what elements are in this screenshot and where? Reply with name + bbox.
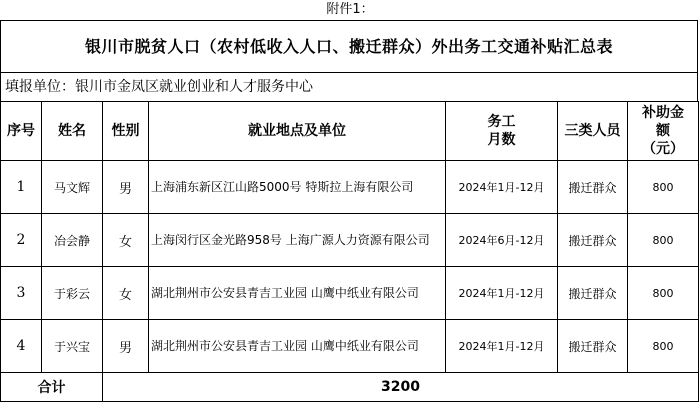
row-months: 2024年1月-12月 (446, 267, 558, 320)
row-amount: 800 (628, 267, 699, 320)
total-value: 3200 (103, 373, 699, 402)
row-amount: 800 (628, 320, 699, 373)
title-cell (0, 20, 698, 73)
row-seq: 4 (1, 320, 42, 373)
table-row (1, 214, 699, 267)
header-seq: 序号 (1, 102, 42, 161)
table-row (1, 267, 699, 320)
row-months: 2024年1月-12月 (446, 320, 558, 373)
row-category: 搬迁群众 (558, 161, 628, 214)
row-seq: 1 (1, 161, 42, 214)
subsidy-table (0, 101, 699, 402)
row-months: 2024年1月-12月 (446, 161, 558, 214)
table-row (1, 320, 699, 373)
row-seq: 2 (1, 214, 42, 267)
row-months: 2024年6月-12月 (446, 214, 558, 267)
header-place: 就业地点及单位 (149, 102, 446, 161)
header-row (1, 102, 699, 161)
row-name: 马文辉 (42, 161, 103, 214)
row-gender: 女 (103, 214, 149, 267)
row-name: 于兴宝 (42, 320, 103, 373)
header-name: 姓名 (42, 102, 103, 161)
row-place: 上海闵行区金光路958号 上海广源人力资源有限公司 (149, 214, 446, 267)
row-name: 于彩云 (42, 267, 103, 320)
header-gender: 性别 (103, 102, 149, 161)
row-gender: 男 (103, 320, 149, 373)
attachment-label: 附件1： (326, 2, 374, 17)
row-category: 搬迁群众 (558, 267, 628, 320)
row-gender: 女 (103, 267, 149, 320)
row-category: 搬迁群众 (558, 320, 628, 373)
row-category: 搬迁群众 (558, 214, 628, 267)
row-place: 湖北荆州市公安县青吉工业园 山鹰中纸业有限公司 (149, 267, 446, 320)
row-amount: 800 (628, 161, 699, 214)
reporting-unit-row (0, 72, 698, 101)
row-amount: 800 (628, 214, 699, 267)
header-months (446, 102, 558, 161)
table-row (1, 161, 699, 214)
row-name: 冶会静 (42, 214, 103, 267)
total-row (1, 373, 699, 402)
row-gender: 男 (103, 161, 149, 214)
row-place: 上海浦东新区江山路5000号 特斯拉上海有限公司 (149, 161, 446, 214)
reporting-unit: 填报单位：银川市金凤区就业创业和人才服务中心 (5, 79, 313, 95)
header-amount-text: 补助金额（元） (642, 105, 684, 157)
document-title: 银川市脱贫人口（农村低收入人口、搬迁群众）外出务工交通补贴汇总表 (84, 37, 613, 56)
row-place: 湖北荆州市公安县青吉工业园 山鹰中纸业有限公司 (149, 320, 446, 373)
total-label: 合计 (1, 373, 103, 402)
header-amount (628, 102, 699, 161)
header-category: 三类人员 (558, 102, 628, 161)
header-months-text: 务工月数 (487, 114, 516, 148)
row-seq: 3 (1, 267, 42, 320)
